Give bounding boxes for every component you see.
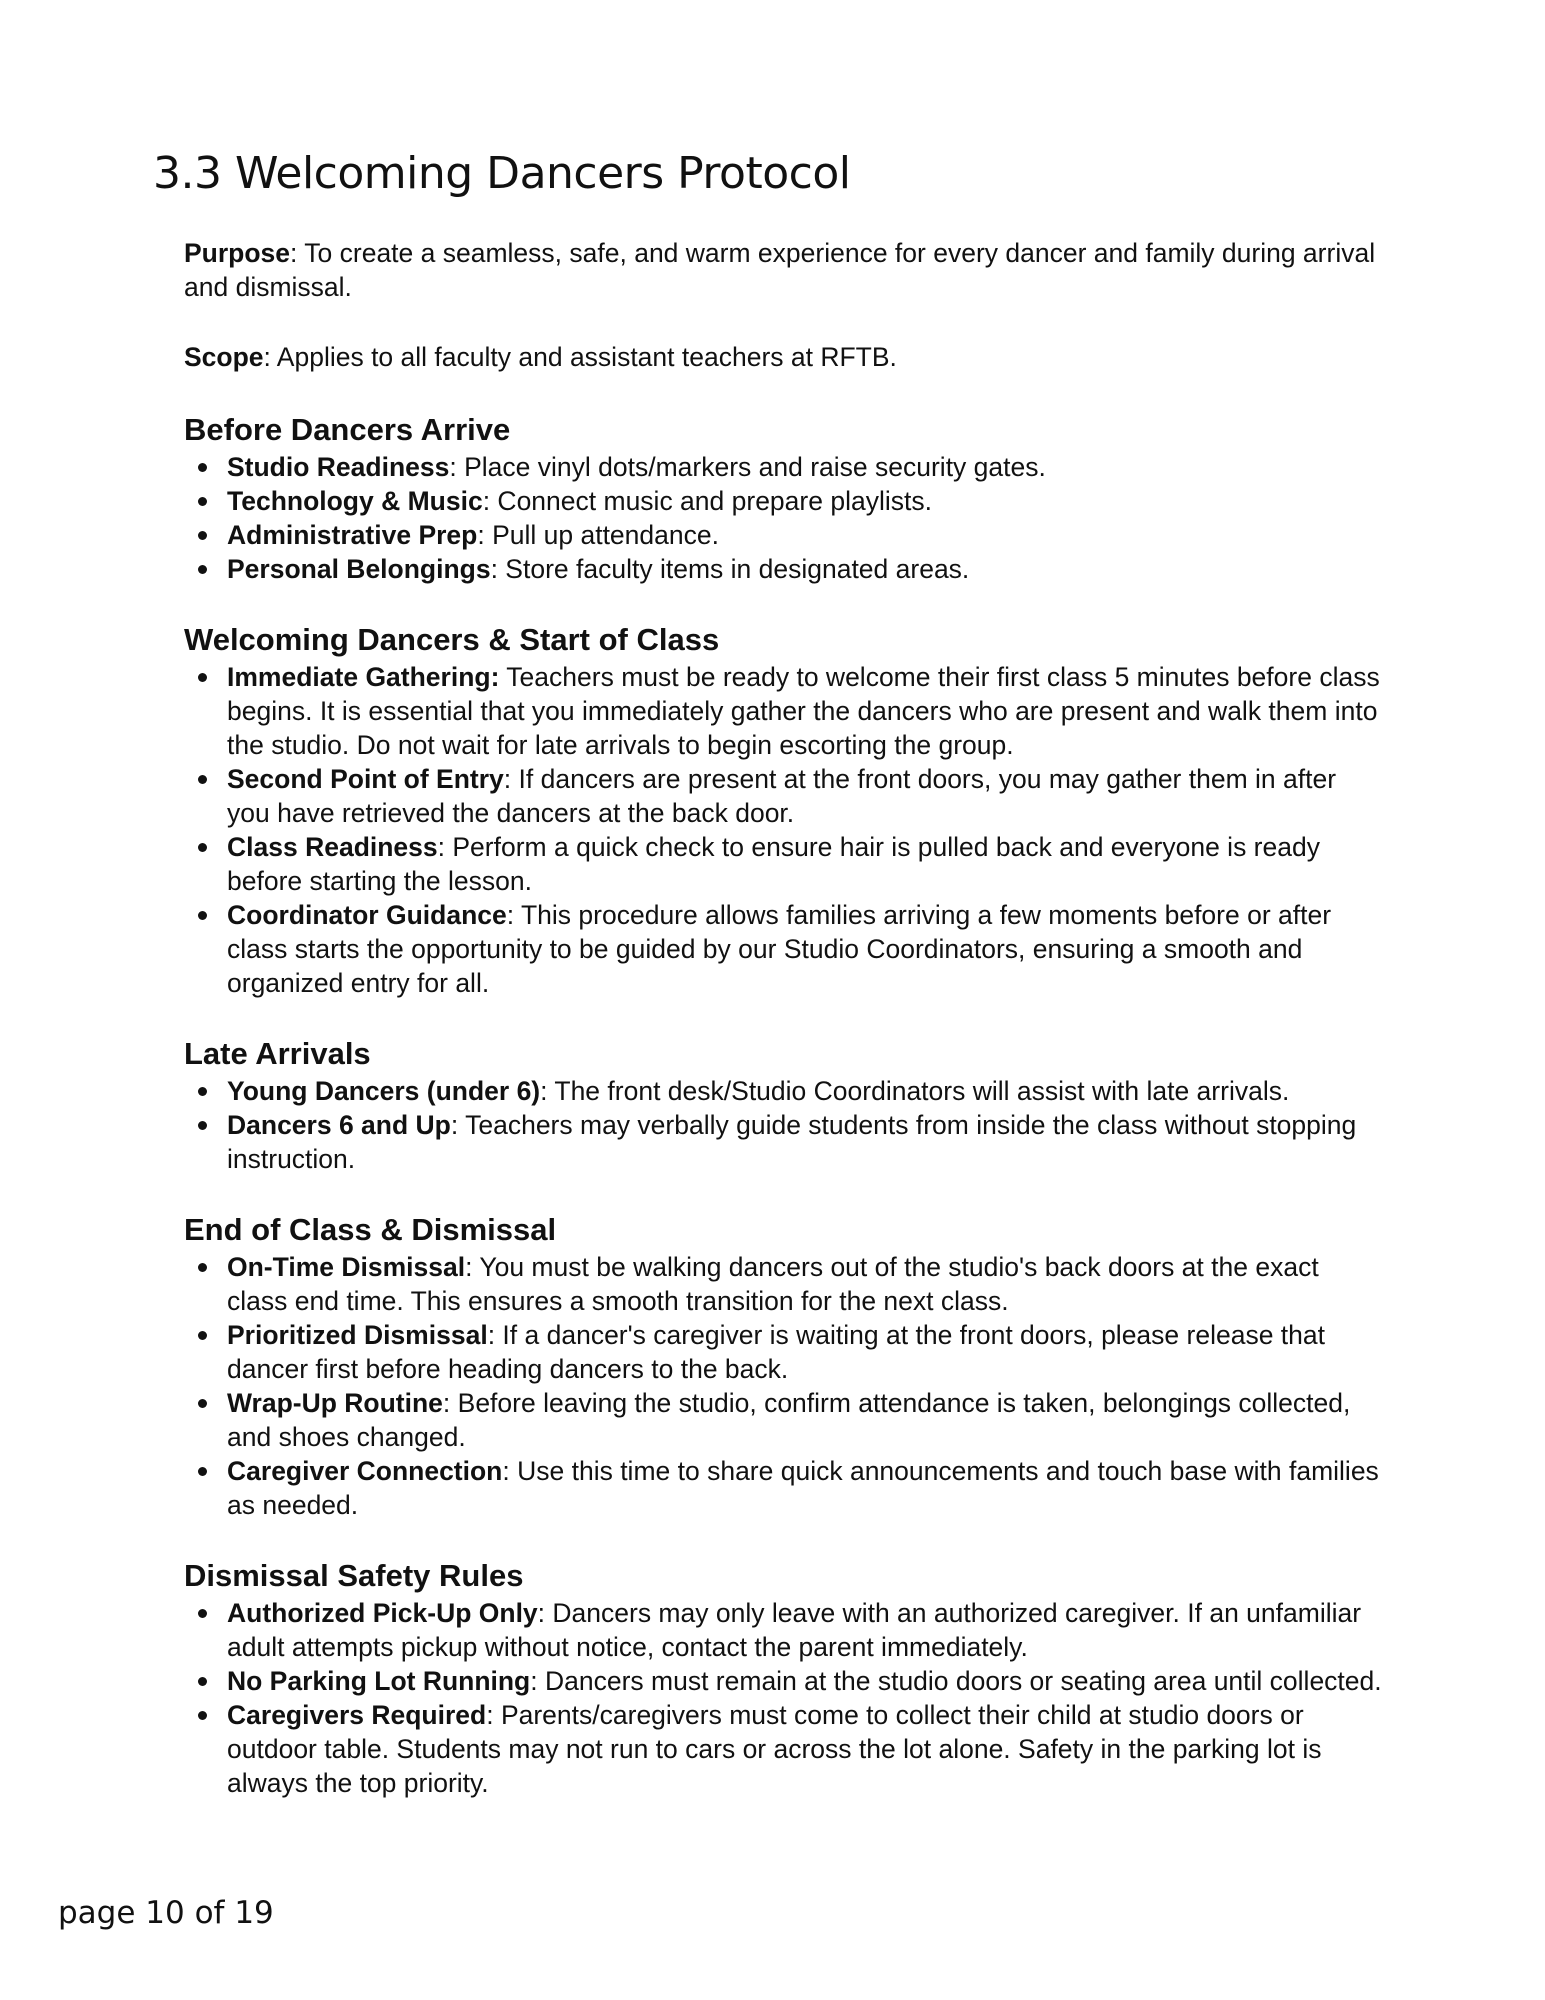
scope-label: Scope bbox=[184, 342, 264, 372]
section-heading: End of Class & Dismissal bbox=[184, 1212, 557, 1247]
bullet-dot-icon bbox=[198, 497, 207, 506]
item-text: : If a dancer's caregiver is waiting at the front doors, please release that dancer first before heading dancers to the back. bbox=[227, 1320, 1325, 1384]
bullet-list bbox=[184, 660, 1384, 1000]
list-item bbox=[184, 1596, 1384, 1664]
item-text: Teachers must be ready to welcome their first class 5 minutes before class begins. It is essential that you immediately gather the dancers who are present and walk them into the studio. Do not wait for late arrivals to begin escorting the group. bbox=[227, 662, 1380, 760]
item-text: : If dancers are present at the front doors, you may gather them in after you have retrieved the dancers at the back door. bbox=[227, 764, 1337, 828]
section-welcoming-dancers bbox=[184, 620, 1384, 1000]
section-heading: Welcoming Dancers & Start of Class bbox=[184, 622, 720, 657]
item-term: Class Readiness bbox=[227, 832, 438, 862]
list-item bbox=[184, 1386, 1384, 1454]
bullet-dot-icon bbox=[198, 1331, 207, 1340]
item-term: Personal Belongings bbox=[227, 554, 491, 584]
section-dismissal-safety bbox=[184, 1556, 1384, 1800]
bullet-list bbox=[184, 450, 1384, 586]
list-item bbox=[184, 1074, 1384, 1108]
bullet-dot-icon bbox=[198, 1711, 207, 1720]
bullet-dot-icon bbox=[198, 911, 207, 920]
list-item bbox=[184, 898, 1384, 1000]
list-item bbox=[184, 762, 1384, 830]
item-text: : Connect music and prepare playlists. bbox=[482, 486, 932, 516]
bullet-dot-icon bbox=[198, 1677, 207, 1686]
bullet-dot-icon bbox=[198, 775, 207, 784]
bullet-dot-icon bbox=[198, 463, 207, 472]
item-text: : Place vinyl dots/markers and raise security gates. bbox=[449, 452, 1046, 482]
scope-paragraph bbox=[184, 340, 1384, 374]
bullet-dot-icon bbox=[198, 1087, 207, 1096]
bullet-dot-icon bbox=[198, 1121, 207, 1130]
document-body bbox=[184, 236, 1384, 1834]
item-text: : You must be walking dancers out of the studio's back doors at the exact class end time. This ensures a smooth transition for the next class. bbox=[227, 1252, 1319, 1316]
item-text: : Use this time to share quick announcements and touch base with families as needed. bbox=[227, 1456, 1379, 1520]
section-late-arrivals bbox=[184, 1034, 1384, 1176]
item-term: Caregiver Connection bbox=[227, 1456, 503, 1486]
bullet-dot-icon bbox=[198, 843, 207, 852]
list-item bbox=[184, 830, 1384, 898]
list-item bbox=[184, 660, 1384, 762]
scope-text: : Applies to all faculty and assistant teachers at RFTB. bbox=[263, 342, 897, 372]
list-item bbox=[184, 484, 1384, 518]
item-term: Studio Readiness bbox=[227, 452, 450, 482]
list-item bbox=[184, 1454, 1384, 1522]
list-item bbox=[184, 552, 1384, 586]
item-text: : Before leaving the studio, confirm attendance is taken, belongings collected, and shoes changed. bbox=[227, 1388, 1351, 1452]
item-text: : Teachers may verbally guide students from inside the class without stopping instruction. bbox=[227, 1110, 1357, 1174]
bullet-list bbox=[184, 1250, 1384, 1522]
bullet-dot-icon bbox=[198, 1399, 207, 1408]
list-item bbox=[184, 450, 1384, 484]
page-title: 3.3 Welcoming Dancers Protocol bbox=[153, 148, 851, 199]
purpose-paragraph bbox=[184, 236, 1384, 304]
section-heading: Before Dancers Arrive bbox=[184, 412, 511, 447]
item-term: Coordinator Guidance bbox=[227, 900, 507, 930]
list-item bbox=[184, 1318, 1384, 1386]
list-item bbox=[184, 1250, 1384, 1318]
item-term: Wrap-Up Routine bbox=[227, 1388, 443, 1418]
section-end-of-class bbox=[184, 1210, 1384, 1522]
item-term: Second Point of Entry bbox=[227, 764, 504, 794]
bullet-list bbox=[184, 1596, 1384, 1800]
item-term: Caregivers Required bbox=[227, 1700, 487, 1730]
bullet-dot-icon bbox=[198, 1467, 207, 1476]
purpose-label: Purpose bbox=[184, 238, 291, 268]
item-term: Technology & Music bbox=[227, 486, 483, 516]
list-item bbox=[184, 1108, 1384, 1176]
bullet-dot-icon bbox=[198, 531, 207, 540]
item-term: Young Dancers (under 6) bbox=[227, 1076, 541, 1106]
item-text: : This procedure allows families arriving a few moments before or after class starts the opportunity to be guided by our Studio Coordinators, ensuring a smooth and organized entry for all. bbox=[227, 900, 1332, 998]
section-heading: Dismissal Safety Rules bbox=[184, 1558, 524, 1593]
bullet-list bbox=[184, 1074, 1384, 1176]
bullet-dot-icon bbox=[198, 1609, 207, 1618]
bullet-dot-icon bbox=[198, 565, 207, 574]
bullet-dot-icon bbox=[198, 673, 207, 682]
item-text: : Pull up attendance. bbox=[477, 520, 719, 550]
section-before-dancers-arrive bbox=[184, 410, 1384, 586]
section-heading: Late Arrivals bbox=[184, 1036, 371, 1071]
list-item bbox=[184, 518, 1384, 552]
item-text: : Dancers may only leave with an authorized caregiver. If an unfamiliar adult attempts pickup without notice, contact the parent immediately. bbox=[227, 1598, 1362, 1662]
item-text: : Parents/caregivers must come to collect their child at studio doors or outdoor table. Students may not run to cars or across the lot alone. Safety in the parking lot is always the top priority. bbox=[227, 1700, 1322, 1798]
purpose-text: : To create a seamless, safe, and warm experience for every dancer and family during arrival and dismissal. bbox=[184, 238, 1376, 302]
item-text: : Perform a quick check to ensure hair is pulled back and everyone is ready before starting the lesson. bbox=[227, 832, 1320, 896]
list-item bbox=[184, 1664, 1384, 1698]
item-term: On-Time Dismissal bbox=[227, 1252, 466, 1282]
item-text: : Store faculty items in designated areas. bbox=[490, 554, 970, 584]
item-text: : The front desk/Studio Coordinators will assist with late arrivals. bbox=[540, 1076, 1290, 1106]
list-item bbox=[184, 1698, 1384, 1800]
item-term: Dancers 6 and Up bbox=[227, 1110, 451, 1140]
item-term: Authorized Pick-Up Only bbox=[227, 1598, 538, 1628]
item-term: Immediate Gathering: bbox=[227, 662, 500, 692]
item-text: : Dancers must remain at the studio doors or seating area until collected. bbox=[530, 1666, 1382, 1696]
bullet-dot-icon bbox=[198, 1263, 207, 1272]
item-term: Administrative Prep bbox=[227, 520, 478, 550]
item-term: No Parking Lot Running bbox=[227, 1666, 531, 1696]
page-number: page 10 of 19 bbox=[58, 1895, 274, 1931]
item-term: Prioritized Dismissal bbox=[227, 1320, 488, 1350]
